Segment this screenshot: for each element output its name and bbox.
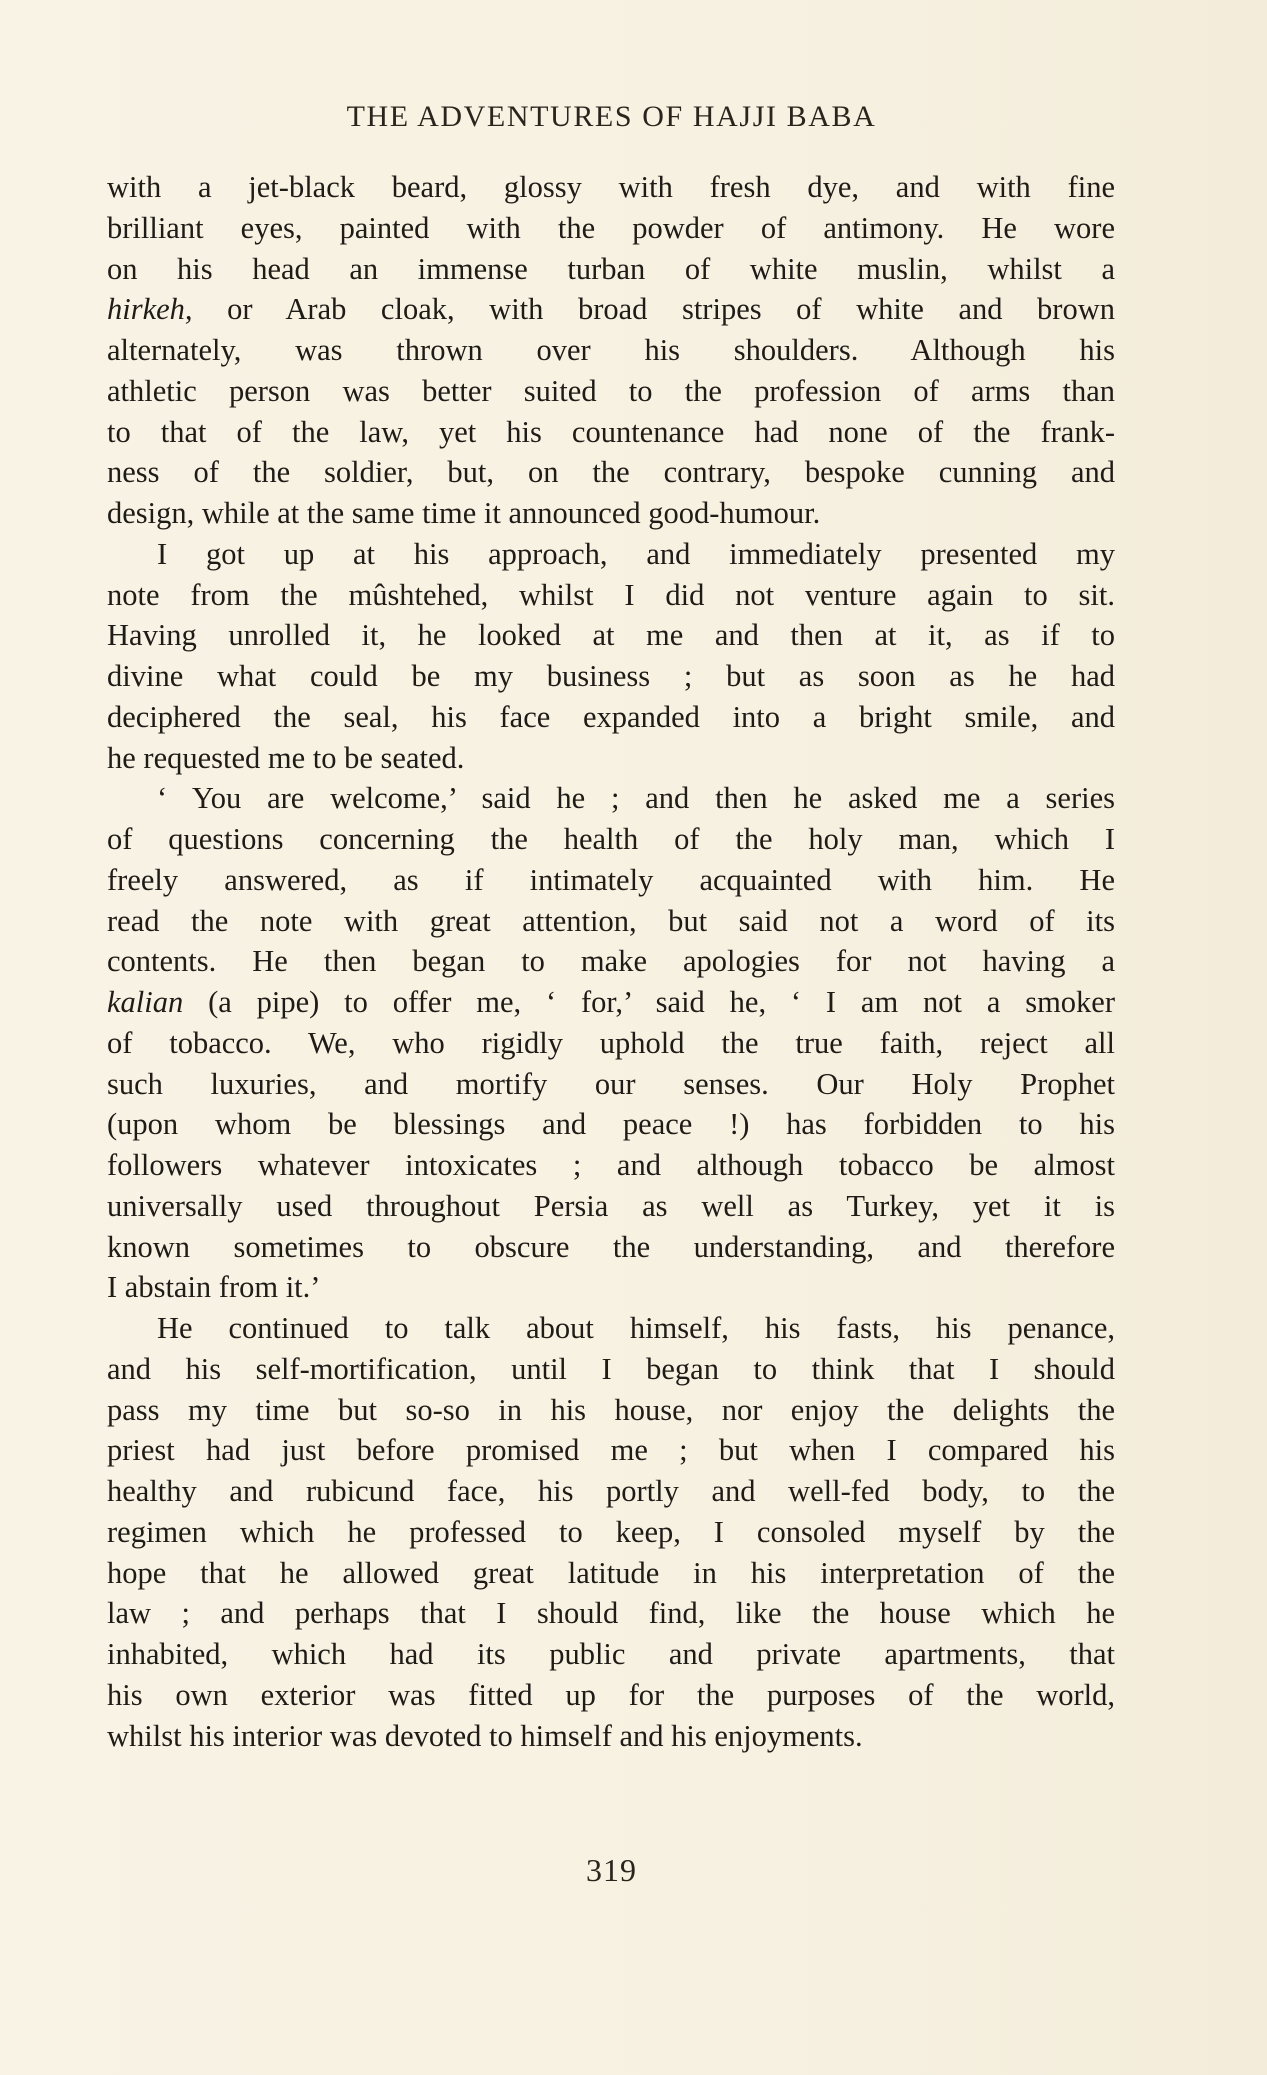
text-line: alternately, was thrown over his shoulders. Although his	[107, 333, 1115, 367]
text-line: and his self-mortification, until I began to think that I should	[107, 1351, 1115, 1386]
text-line: healthy and rubicund face, his portly and well-fed body, to the	[107, 1474, 1115, 1508]
text-line: with a jet-black beard, glossy with fresh dye, and with fine	[107, 170, 1115, 204]
text-line: divine what could be my business ; but as soon as he had	[107, 659, 1115, 693]
text-line: such luxuries, and mortify our senses. Our Holy Prophet	[107, 1066, 1115, 1101]
text-line: Having unrolled it, he looked at me and then at it, as if to	[107, 618, 1115, 653]
running-head: THE ADVENTURES OF HAJJI BABA	[346, 100, 877, 133]
text-line: ness of the soldier, but, on the contrary, bespoke cunning and	[107, 455, 1115, 490]
text-line: on his head an immense turban of white muslin, whilst a	[107, 251, 1115, 286]
text-line: pass my time but so-so in his house, nor enjoy the delights the	[107, 1392, 1115, 1427]
text-line: He continued to talk about himself, his fasts, his penance,	[157, 1311, 1115, 1345]
text-line: kalian (a pipe) to offer me, ‘ for,’ said he, ‘ I am not a smoker	[107, 985, 1115, 1019]
text-line: read the note with great attention, but said not a word of its	[107, 903, 1115, 938]
text-line: of tobacco. We, who rigidly uphold the true faith, reject all	[107, 1025, 1115, 1060]
text-line: I abstain from it.’	[107, 1270, 321, 1305]
page-number: 319	[586, 1852, 637, 1888]
italic-term: hirkeh,	[107, 292, 193, 327]
text-line: ‘ You are welcome,’ said he ; and then he asked me a series	[157, 781, 1115, 816]
text-line: regimen which he professed to keep, I consoled myself by the	[107, 1514, 1115, 1549]
text-line: law ; and perhaps that I should find, like the house which he	[107, 1596, 1115, 1631]
text-line: (upon whom be blessings and peace !) has forbidden to his	[107, 1107, 1115, 1142]
text-line: priest had just before promised me ; but when I compared his	[107, 1433, 1115, 1468]
text-line: contents. He then began to make apologies for not having a	[107, 944, 1115, 979]
text-line: known sometimes to obscure the understanding, and therefore	[107, 1229, 1115, 1264]
text-line: his own exterior was fitted up for the purposes of the world,	[107, 1677, 1115, 1712]
text-line: freely answered, as if intimately acquainted with him. He	[107, 862, 1115, 897]
italic-term: kalian	[107, 985, 184, 1019]
text-line: whilst his interior was devoted to himself and his enjoyments.	[107, 1718, 863, 1753]
text-line: brilliant eyes, painted with the powder of antimony. He wore	[107, 210, 1115, 245]
text-line: of questions concerning the health of the holy man, which I	[107, 822, 1115, 856]
text-line: note from the mûshtehed, whilst I did not venture again to sit.	[107, 577, 1115, 612]
body-text	[107, 167, 1115, 1756]
text-line: inhabited, which had its public and private apartments, that	[107, 1637, 1115, 1671]
text-line: followers whatever intoxicates ; and although tobacco be almost	[107, 1148, 1115, 1182]
text-line: design, while at the same time it announced good-humour.	[107, 496, 821, 530]
text-line: universally used throughout Persia as well as Turkey, yet it is	[107, 1188, 1115, 1223]
text-line: to that of the law, yet his countenance had none of the frank-	[107, 414, 1115, 449]
text-line: hirkeh, or Arab cloak, with broad stripes of white and brown	[107, 292, 1115, 327]
text-line: he requested me to be seated.	[107, 740, 465, 775]
text-line: deciphered the seal, his face expanded into a bright smile, and	[107, 699, 1115, 734]
text-line: I got up at his approach, and immediately presented my	[157, 536, 1115, 571]
text-line: athletic person was better suited to the profession of arms than	[107, 373, 1115, 408]
text-line: hope that he allowed great latitude in his interpretation of the	[107, 1555, 1115, 1590]
